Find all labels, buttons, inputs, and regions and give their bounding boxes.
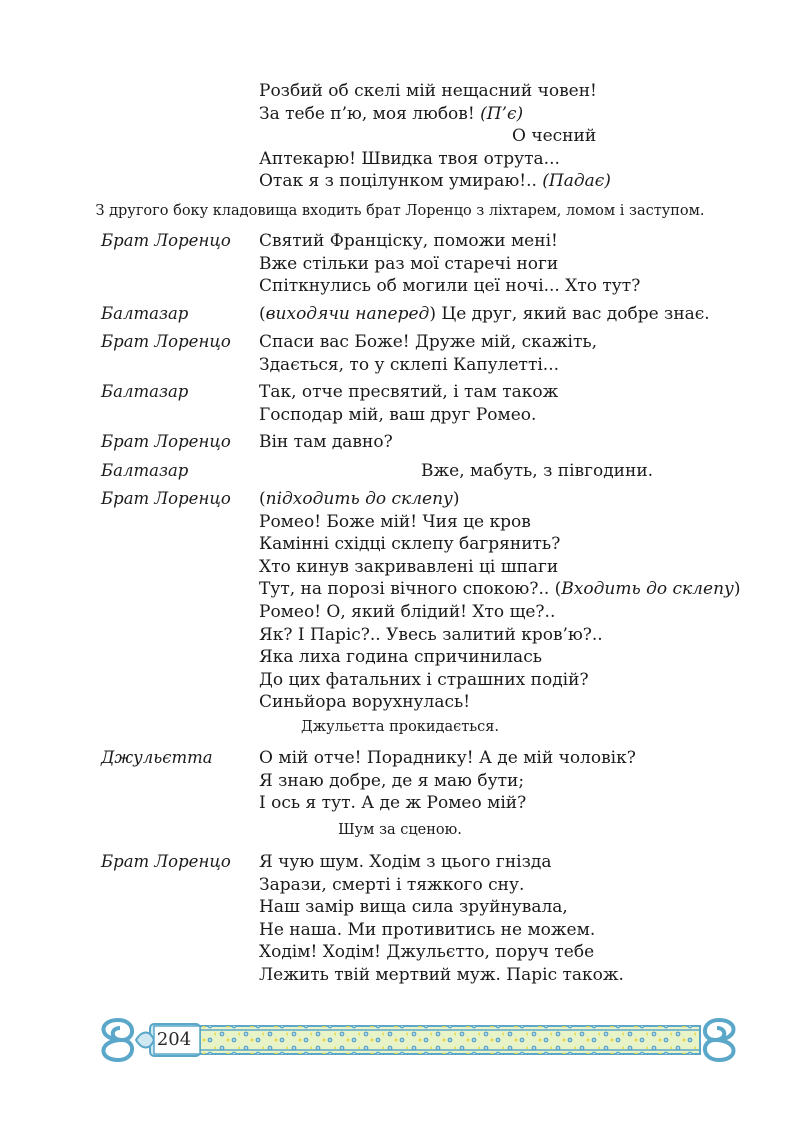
page-number: 204 [156, 1029, 192, 1050]
verse-line: Вже, мабуть, з півгодини. [421, 461, 654, 481]
verse-line: Синьйора ворухнулась! [259, 692, 471, 713]
speaker-name: Балтазар [101, 382, 189, 401]
speech-balthasar [0, 381, 800, 426]
verse-line: Камінні східці склепу багрянить? [259, 534, 561, 555]
stage-direction: Входить до склепу [561, 579, 734, 600]
speaker-name: Брат Лоренцо [101, 231, 231, 250]
speaker-name: Балтазар [101, 304, 189, 323]
speaker-name: Джульєтта [101, 748, 213, 767]
verse-line: За тебе п’ю, моя любов! (П’є) [259, 103, 524, 124]
speech-lorenzo [0, 230, 800, 298]
verse-line: О чесний [512, 126, 597, 147]
verse-line: Як? І Паріс?.. Увесь залитий кров’ю?.. [259, 624, 603, 645]
speech-balthasar [0, 303, 800, 326]
verse-line: (підходить до склепу) [259, 489, 460, 509]
verse-line: Спіткнулись об могили цеї ночі... Хто тут? [259, 276, 641, 297]
speech-lorenzo [0, 488, 800, 714]
verse-line: Він там давно? [259, 432, 393, 452]
speech-lorenzo [0, 331, 800, 376]
verse-line: Ходім! Ходім! Джульєтто, поруч тебе [259, 942, 595, 963]
speaker-name: Брат Лоренцо [101, 332, 231, 351]
verse-line: Вже стільки раз мої старечі ноги [259, 253, 559, 274]
verse-line: Здається, то у склепі Капулетті... [259, 354, 559, 375]
speaker-name: Брат Лоренцо [101, 489, 231, 508]
verse-line: О мій отче! Пораднику! А де мій чоловік? [259, 748, 636, 768]
stage-direction: (П’є) [480, 103, 524, 124]
verse-line: (виходячи наперед) Це друг, який вас добре знає. [259, 304, 710, 324]
verse-line: Тут, на порозі вічного спокою?.. (Входить до склепу) [259, 579, 741, 600]
speech-lorenzo [0, 431, 800, 454]
right-swirl [705, 1020, 734, 1040]
speaker-name: Балтазар [101, 461, 189, 480]
speech-juliet [0, 747, 800, 815]
verse-line: Ромео! Боже мій! Чия це кров [259, 511, 531, 532]
verse-line: Святий Франціску, поможи мені! [259, 231, 558, 251]
speaker-name: Брат Лоренцо [101, 432, 231, 451]
verse-line: Розбий об скелі мій нещасний човен! [259, 81, 597, 101]
verse-line: Так, отче пресвятий, і там також [259, 382, 559, 402]
verse-line: І ось я тут. А де ж Ромео мій? [259, 793, 527, 814]
verse-line: Хто кинув закривавлені ці шпаги [259, 556, 559, 577]
verse-line: До цих фатальних і страшних подій? [259, 669, 589, 690]
verse-line: Лежить твій мертвий муж. Паріс також. [259, 964, 624, 985]
romeo-verse [0, 80, 800, 193]
verse-line: Ромео! О, який блідий! Хто ще?.. [259, 601, 556, 622]
stage-direction: (Падає) [542, 171, 611, 192]
stage-direction-line: З другого боку кладовища входить брат Лоренцо з ліхтарем, ломом і заступом. [95, 203, 705, 219]
speech-balthasar [0, 460, 800, 483]
verse-line: Зарази, смерті і тяжкого сну. [259, 874, 525, 895]
verse-line: Господар мій, ваш друг Ромео. [259, 404, 537, 425]
speaker-name: Брат Лоренцо [101, 852, 231, 871]
stage-direction: підходить до склепу [265, 489, 453, 509]
speech-lorenzo [0, 851, 800, 987]
verse-line: Не наша. Ми противитись не можем. [259, 919, 596, 940]
verse-line: Я знаю добре, де я маю бути; [259, 770, 525, 791]
verse-line: Отак я з поцілунком умираю!.. (Падає) [259, 171, 611, 192]
verse-line: Аптекарю! Швидка твоя отрута... [259, 148, 560, 169]
verse-line: Спаси вас Боже! Друже мій, скажіть, [259, 332, 598, 352]
stage-direction-line: Шум за сценою. [338, 822, 462, 838]
verse-line: Наш замір вища сила зруйнувала, [259, 897, 568, 918]
stage-direction: виходячи наперед [265, 304, 430, 324]
verse-line: Я чую шум. Ходім з цього гнізда [259, 852, 552, 872]
left-swirl [103, 1020, 132, 1040]
verse-line: Яка лиха година спричинилась [259, 647, 542, 668]
stage-direction-line: Джульєтта прокидається. [300, 719, 500, 735]
